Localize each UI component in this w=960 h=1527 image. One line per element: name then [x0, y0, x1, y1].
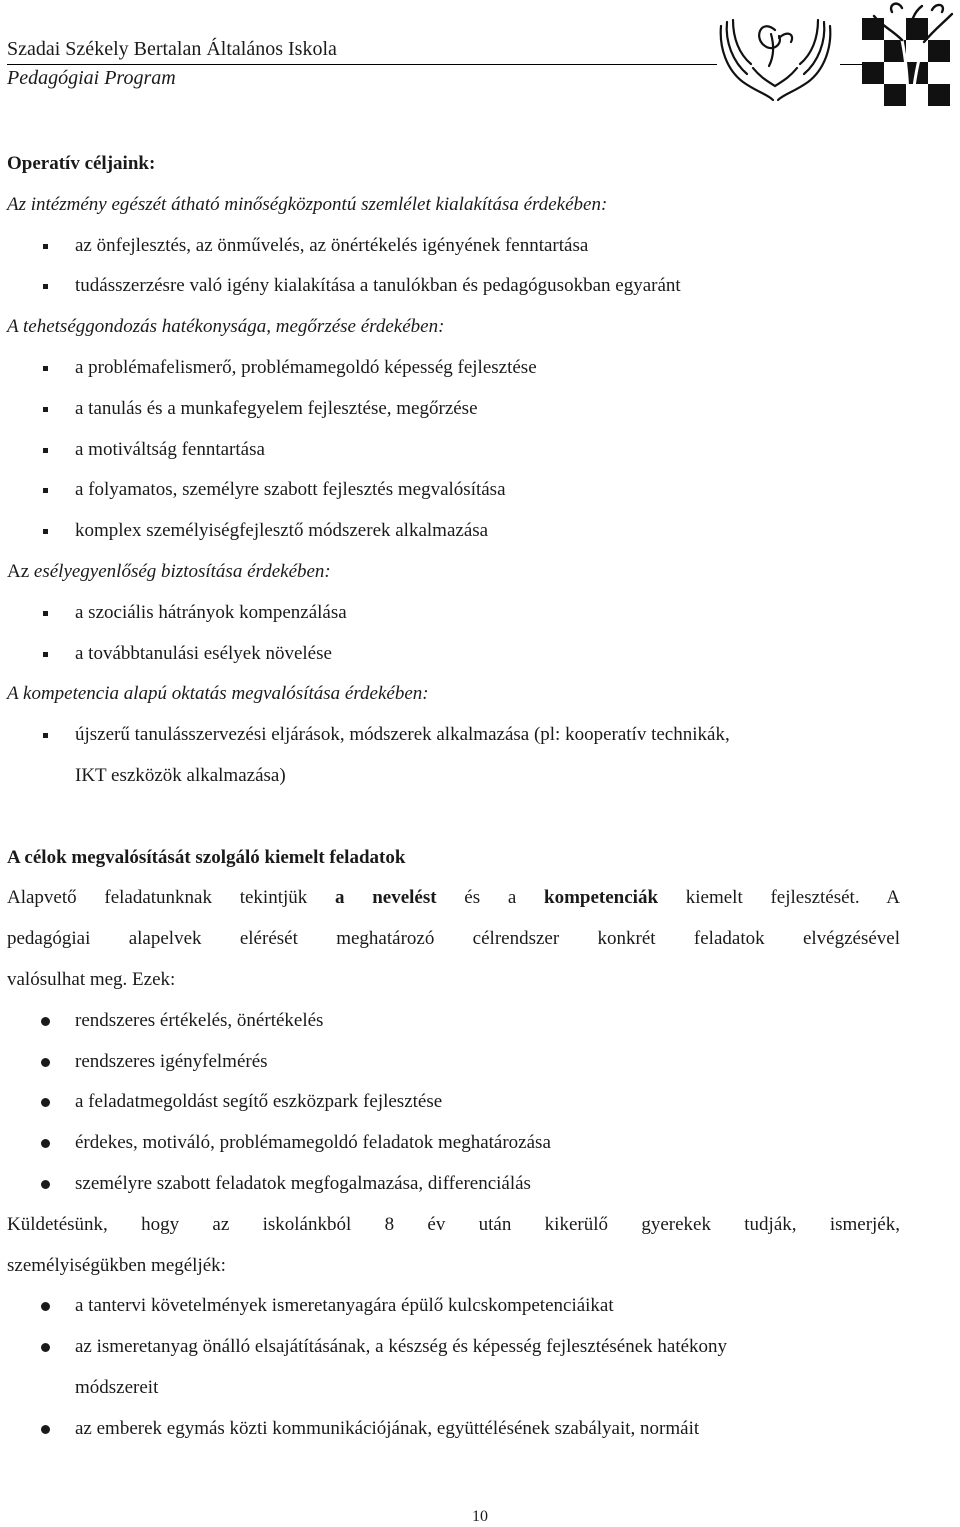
group-heading: A kompetencia alapú oktatás megvalósítása érdekében: [7, 683, 429, 705]
list-item: a motiváltság fenntartása [7, 430, 900, 471]
spacer [7, 797, 900, 838]
bullet-item: rendszeres értékelés, önértékelés [7, 1001, 900, 1042]
group-heading: Az intézmény egészét átható minőségközpontú szemlélet kialakítása érdekében: [7, 193, 608, 215]
header-rule [7, 64, 717, 65]
tree-chess-logo-icon [862, 0, 960, 110]
paragraph-line: pedagógiai alapelvek elérését meghatározó célrendszer konkrét feladatok elvégzésével [7, 928, 900, 950]
group-heading: A tehetséggondozás hatékonysága, megőrzése érdekében: [7, 316, 445, 338]
list-item: az önfejlesztés, az önművelés, az önértékelés igényének fenntartása [7, 226, 900, 267]
school-name: Szadai Székely Bertalan Általános Iskola [7, 38, 337, 60]
bold-run: kompetenciák [544, 887, 659, 909]
bullet-item: a feladatmegoldást segítő eszközpark fejlesztése [7, 1082, 900, 1123]
program-name: Pedagógiai Program [7, 67, 176, 89]
bullet-item-continuation: módszereit [75, 1376, 159, 1398]
section-title-key-tasks: A célok megvalósítását szolgáló kiemelt feladatok [7, 846, 406, 868]
page-number: 10 [472, 1508, 488, 1525]
text-run: kiemelt fejlesztését. A [658, 887, 900, 909]
paragraph-line: valósulhat meg. Ezek: [7, 968, 176, 990]
list-item: újszerű tanulásszervezési eljárások, módszerek alkalmazása (pl: kooperatív technikák, [7, 715, 900, 756]
bullet-item: személyre szabott feladatok megfogalmazása, differenciálás [7, 1164, 900, 1205]
mission-line: személyiségükben megéljék: [7, 1254, 226, 1276]
list-item: a tanulás és a munkafegyelem fejlesztése, megőrzése [7, 389, 900, 430]
bullet-item: a tantervi követelmények ismeretanyagára épülő kulcskompetenciáikat [7, 1286, 900, 1327]
mission-line: Küldetésünk, hogy az iskolánkból 8 év után kikerülő gyerekek tudják, ismerjék, [7, 1213, 900, 1235]
document-body [7, 144, 900, 1450]
text-run: és a [436, 887, 545, 909]
list-item: a folyamatos, személyre szabott fejlesztés megvalósítása [7, 470, 900, 511]
list-item: a szociális hátrányok kompenzálása [7, 593, 900, 634]
paragraph-line [7, 878, 900, 919]
group-heading [7, 552, 900, 593]
list-item: komplex személyiségfejlesztő módszerek alkalmazása [7, 511, 900, 552]
list-item: tudásszerzésre való igény kialakítása a tanulókban és pedagógusokban egyaránt [7, 266, 900, 307]
bullet-item: rendszeres igényfelmérés [7, 1042, 900, 1083]
hands-logo-icon [713, 8, 838, 108]
text-run: Alapvető feladatunknak tekintjük [7, 887, 335, 909]
group-heading-italic: esélyegyenlőség biztosítása érdekében: [33, 560, 331, 582]
header-rule-right [840, 64, 862, 65]
bold-run: a nevelést [334, 887, 437, 909]
bullet-item: érdekes, motiváló, problémamegoldó feladatok meghatározása [7, 1123, 900, 1164]
list-item: a továbbtanulási esélyek növelése [7, 634, 900, 675]
page-header [0, 0, 960, 115]
list-item-continuation: IKT eszközök alkalmazása) [75, 764, 286, 786]
bullet-item: az emberek egymás közti kommunikációjának, együttélésének szabályait, normáit [7, 1409, 900, 1450]
list-item: a problémafelismerő, problémamegoldó képesség fejlesztése [7, 348, 900, 389]
group-heading-prefix: Az [7, 560, 34, 582]
section-title-operative-goals: Operatív céljaink: [7, 153, 156, 174]
bullet-item: az ismeretanyag önálló elsajátításának, a készség és képesség fejlesztésének hatékony [7, 1327, 900, 1368]
